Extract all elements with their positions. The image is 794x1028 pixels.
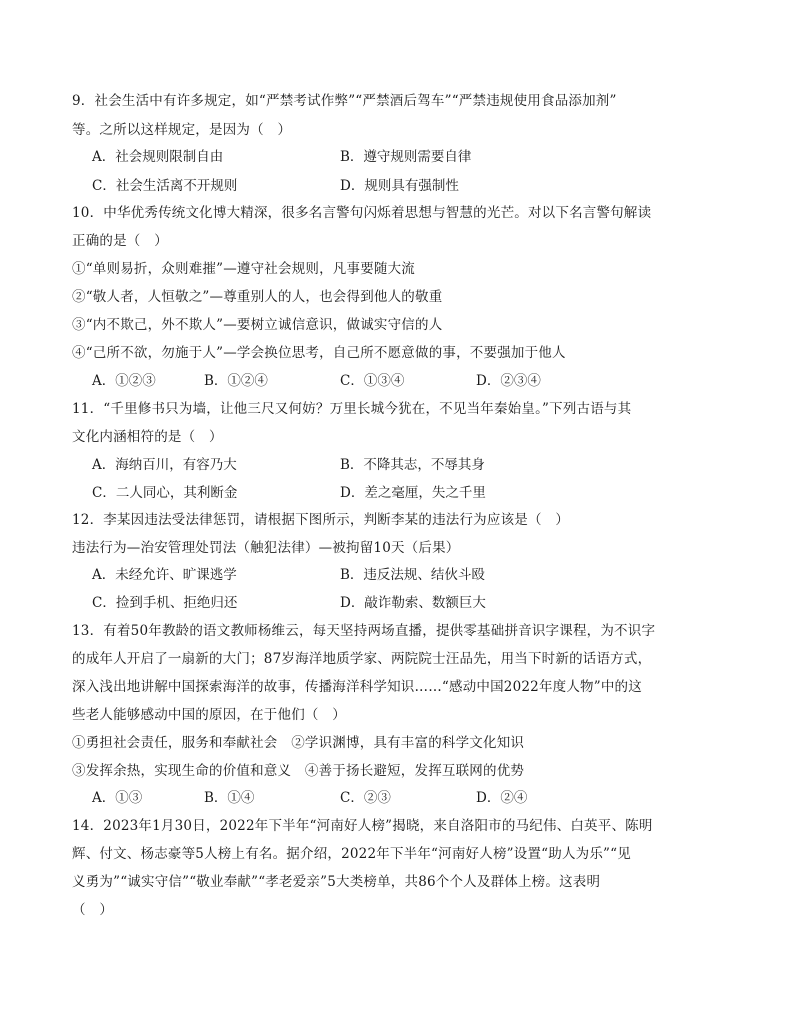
q10-statement-1: ①“单则易折，众则难摧”—遵守社会规则，凡事要随大流 <box>72 261 416 277</box>
q11-stem-line2: 文化内涵相符的是（ ） <box>72 429 223 445</box>
q12-option-c[interactable]: C．捡到手机、拒绝归还 <box>92 595 238 611</box>
q12-option-d[interactable]: D．敲诈勒索、数额巨大 <box>340 595 486 611</box>
q13-stem-line3: 深入浅出地讲解中国探索海洋的故事，传播海洋科学知识……“感动中国2022年度人物”中的这 <box>72 679 642 695</box>
q13-statement-2: ③发挥余热，实现生命的价值和意义 ④善于扬长避短，发挥互联网的优势 <box>72 763 525 779</box>
q10-option-b[interactable]: B．①②④ <box>204 373 268 389</box>
q12-option-b[interactable]: B．违反法规、结伙斗殴 <box>340 567 485 583</box>
q10-stem-line1: 10．中华优秀传统文化博大精深，很多名言警句闪烁着思想与智慧的光芒。对以下名言警句解读 <box>72 205 652 221</box>
q9-option-c[interactable]: C．社会生活离不开规则 <box>92 178 238 194</box>
q14-stem-line3: 义勇为”“诚实守信”“敬业奉献”“孝老爱亲”5大类榜单，共86个个人及群体上榜。这表明 <box>72 874 601 890</box>
q11-option-a[interactable]: A．海纳百川，有容乃大 <box>92 457 237 473</box>
q13-stem-line1: 13．有着50年教龄的语文教师杨维云，每天坚持两场直播，提供零基础拼音识字课程，为不识字 <box>72 623 656 639</box>
q14-stem-line1: 14．2023年1月30日，2022年下半年“河南好人榜”揭晓，来自洛阳市的马纪伟、白英平、陈明 <box>72 818 653 834</box>
q12-stem-line2: 违法行为—治安管理处罚法（触犯法律）—被拘留10天（后果） <box>72 540 460 556</box>
q9-stem-line1: 9．社会生活中有许多规定，如“严禁考试作弊”“严禁酒后驾车”“严禁违规使用食品添加剂” <box>72 93 617 109</box>
q10-statement-2: ②“敬人者，人恒敬之”—尊重别人的人，也会得到他人的敬重 <box>72 289 443 305</box>
q10-option-c[interactable]: C．①③④ <box>340 373 405 389</box>
q14-stem-line2: 辉、付文、杨志豪等5人榜上有名。据介绍，2022年下半年“河南好人榜”设置“助人为乐”“见 <box>72 846 631 862</box>
q11-option-d[interactable]: D．差之毫厘，失之千里 <box>340 485 486 501</box>
q9-option-b[interactable]: B．遵守规则需要自律 <box>340 149 472 165</box>
q14-stem-line4: （ ） <box>72 902 114 918</box>
q11-stem-line1: 11．“千里修书只为墙，让他三尺又何妨？万里长城今犹在，不见当年秦始皇。”下列古语与其 <box>72 401 632 417</box>
q10-stem-line2: 正确的是（ ） <box>72 233 168 249</box>
q13-option-c[interactable]: C．②③ <box>340 790 391 806</box>
q10-option-a[interactable]: A．①②③ <box>92 373 156 389</box>
q10-statement-4: ④“己所不欲，勿施于人”—学会换位思考，自己所不愿意做的事，不要强加于他人 <box>72 345 566 361</box>
q10-statement-3: ③“内不欺己，外不欺人”—要树立诚信意识，做诚实守信的人 <box>72 317 443 333</box>
q9-stem-line2: 等。之所以这样规定，是因为（ ） <box>72 122 292 138</box>
q13-statement-1: ①勇担社会责任，服务和奉献社会 ②学识渊博，具有丰富的科学文化知识 <box>72 735 525 751</box>
q10-option-d[interactable]: D．②③④ <box>476 373 541 389</box>
q13-option-d[interactable]: D．②④ <box>476 790 528 806</box>
q13-stem-line2: 的成年人开启了一扇新的大门；87岁海洋地质学家、两院院士汪品先，用当下时新的话语方式， <box>72 651 652 667</box>
q11-option-c[interactable]: C．二人同心，其利断金 <box>92 485 238 501</box>
q13-option-a[interactable]: A．①③ <box>92 790 143 806</box>
q12-stem-line1: 12．李某因违法受法律惩罚，请根据下图所示，判断李某的违法行为应该是（ ） <box>72 512 570 528</box>
q12-option-a[interactable]: A．未经允许、旷课逃学 <box>92 567 237 583</box>
q9-option-d[interactable]: D．规则具有强制性 <box>340 178 459 194</box>
q13-option-b[interactable]: B．①④ <box>204 790 255 806</box>
q11-option-b[interactable]: B．不降其志，不辱其身 <box>340 457 485 473</box>
q13-stem-line4: 些老人能够感动中国的原因，在于他们（ ） <box>72 707 346 723</box>
q9-option-a[interactable]: A．社会规则限制自由 <box>92 149 224 165</box>
